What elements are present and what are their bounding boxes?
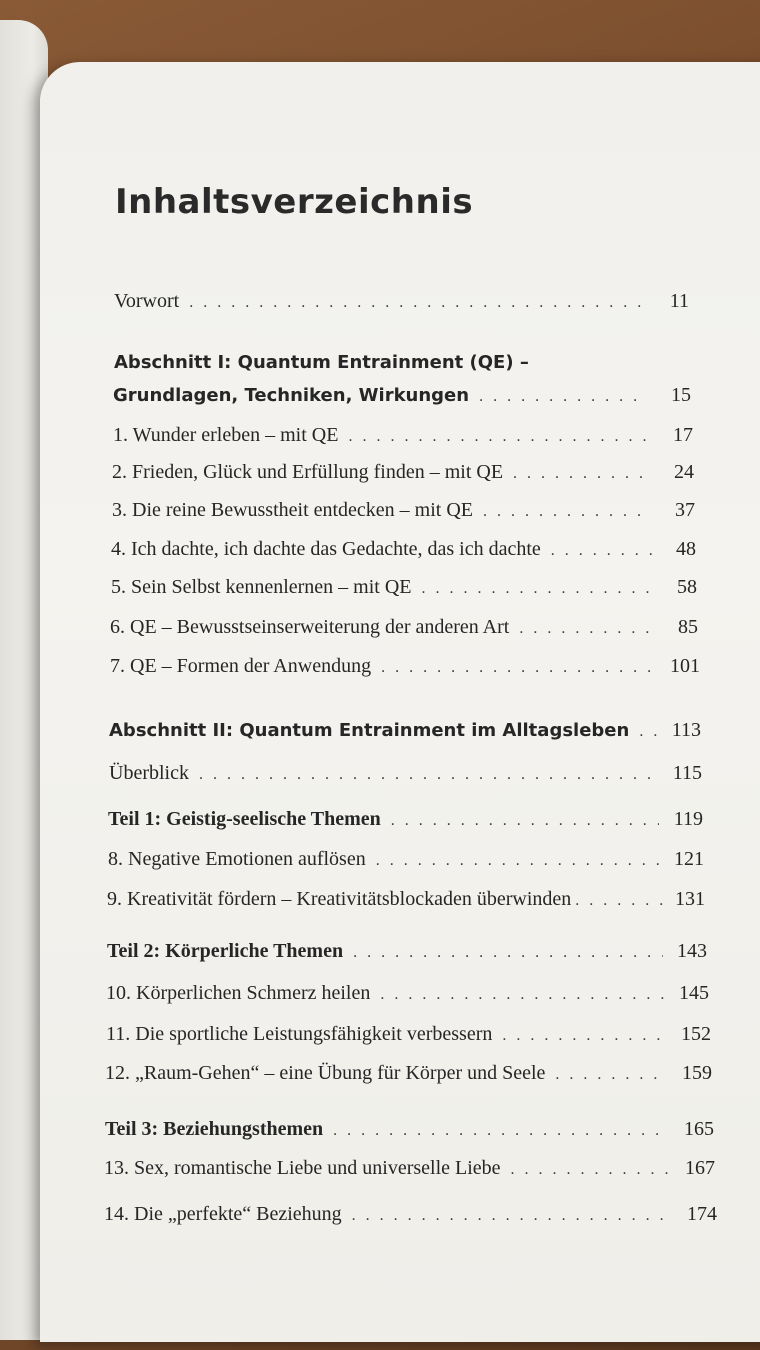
toc-entry-chapter-11 <box>106 1023 711 1046</box>
toc-entry-label: Teil 1: Geistig-seelische Themen <box>108 808 381 830</box>
leader-dots <box>352 1207 673 1225</box>
toc-page-number: 145 <box>679 982 709 1004</box>
leader-dots <box>391 812 659 830</box>
toc-entry-label: 2. Frieden, Glück und Erfüllung finden – mit QE <box>112 461 504 483</box>
leader-dots <box>381 659 656 677</box>
toc-entry-label: Teil 3: Beziehungsthemen <box>105 1118 324 1140</box>
toc-entry-section-1 <box>113 384 691 407</box>
toc-entry-label: 10. Körperlichen Schmerz heilen <box>106 982 371 1004</box>
leader-dots <box>639 723 657 741</box>
page-title: Inhaltsverzeichnis <box>115 182 474 222</box>
leader-dots <box>513 465 650 483</box>
toc-entry-label: 5. Sein Selbst kennenlernen – mit QE <box>111 576 412 598</box>
leader-dots <box>511 1161 671 1179</box>
leader-dots <box>502 1027 667 1045</box>
toc-entry-teil-1 <box>108 808 703 831</box>
toc-page-number: 58 <box>677 576 697 598</box>
toc-entry-chapter-1 <box>113 424 693 447</box>
toc-page-number: 17 <box>673 424 693 446</box>
leader-dots <box>519 620 654 638</box>
toc-entry-label: 1. Wunder erleben – mit QE <box>113 424 339 446</box>
toc-entry-label: 4. Ich dachte, ich dachte das Gedachte, das ich dachte <box>111 538 541 560</box>
toc-entry-chapter-5 <box>111 576 697 599</box>
leader-dots <box>199 766 658 784</box>
toc-entry-chapter-4 <box>111 538 696 561</box>
section-heading-1: Abschnitt I: Quantum Entrainment (QE) – <box>114 352 529 373</box>
toc-page-number: 167 <box>685 1157 715 1179</box>
toc-page-number: 101 <box>670 655 700 677</box>
toc-entry-label: 12. „Raum-Gehen“ – eine Übung für Körper und Seele <box>105 1062 546 1084</box>
toc-entry-label: Überblick <box>109 762 189 784</box>
toc-entry-chapter-2 <box>112 461 694 484</box>
toc-page-number: 159 <box>682 1062 712 1084</box>
toc-entry-chapter-8 <box>108 848 704 871</box>
leader-dots <box>353 944 663 962</box>
toc-entry-chapter-9 <box>107 888 705 911</box>
toc-entry-section-2 <box>109 719 701 742</box>
toc-entry-teil-3 <box>105 1118 714 1141</box>
toc-page-number: 24 <box>674 461 694 483</box>
toc-entry-chapter-14 <box>104 1203 717 1226</box>
toc-entry-label: 13. Sex, romantische Liebe und universelle Liebe <box>104 1157 501 1179</box>
toc-entry-vorwort <box>114 290 689 313</box>
toc-entry-chapter-7 <box>110 655 700 678</box>
leader-dots <box>483 503 651 521</box>
toc-entry-chapter-10 <box>106 982 709 1005</box>
toc-page-number: 121 <box>674 848 704 870</box>
toc-entry-chapter-12 <box>105 1062 712 1085</box>
leader-dots <box>422 580 653 598</box>
toc-page-number: 48 <box>676 538 696 560</box>
toc-page-number: 119 <box>673 808 703 830</box>
toc-entry-label: Grundlagen, Techniken, Wirkungen <box>113 385 470 406</box>
leader-dots <box>555 1066 668 1084</box>
toc-entry-label: 3. Die reine Bewusstheit entdecken – mit QE <box>112 499 474 521</box>
leader-dots <box>575 892 667 910</box>
toc-entry-label: 9. Kreativität fördern – Kreativitätsblockaden überwinden <box>107 888 572 910</box>
toc-page-number: 113 <box>671 719 701 741</box>
toc-page-number: 37 <box>675 499 695 521</box>
toc-entry-label: Teil 2: Körperliche Themen <box>107 940 344 962</box>
leader-dots <box>479 388 647 406</box>
leader-dots <box>380 986 665 1004</box>
toc-page-number: 115 <box>672 762 702 784</box>
toc-page-number: 131 <box>675 888 705 910</box>
toc-entry-label: Abschnitt II: Quantum Entrainment im Alltagsleben <box>109 720 630 741</box>
toc-page-number: 11 <box>669 290 689 312</box>
toc-entry-label: 8. Negative Emotionen auflösen <box>108 848 366 870</box>
toc-page-number: 15 <box>671 384 691 406</box>
leader-dots <box>551 542 652 560</box>
toc-entry-label: 7. QE – Formen der Anwendung <box>110 655 372 677</box>
leader-dots <box>333 1122 670 1140</box>
toc-entry-chapter-13 <box>104 1157 715 1180</box>
leader-dots <box>189 294 645 312</box>
toc-entry-chapter-3 <box>112 499 695 522</box>
toc-entry-label: Vorwort <box>114 290 180 312</box>
toc-page-number: 85 <box>678 616 698 638</box>
toc-entry-chapter-6 <box>110 616 698 639</box>
toc-page-number: 174 <box>687 1203 717 1225</box>
toc-entry-ueberblick <box>109 762 702 785</box>
toc-page-number: 165 <box>684 1118 714 1140</box>
toc-page-number: 152 <box>681 1023 711 1045</box>
toc-page-number: 143 <box>677 940 707 962</box>
toc-entry-label: 6. QE – Bewusstseinserweiterung der anderen Art <box>110 616 510 638</box>
toc-entry-label: 14. Die „perfekte“ Beziehung <box>104 1203 342 1225</box>
toc-entry-teil-2 <box>107 940 707 963</box>
leader-dots <box>376 852 660 870</box>
toc-entry-label: 11. Die sportliche Leistungsfähigkeit verbessern <box>106 1023 493 1045</box>
leader-dots <box>348 428 649 446</box>
